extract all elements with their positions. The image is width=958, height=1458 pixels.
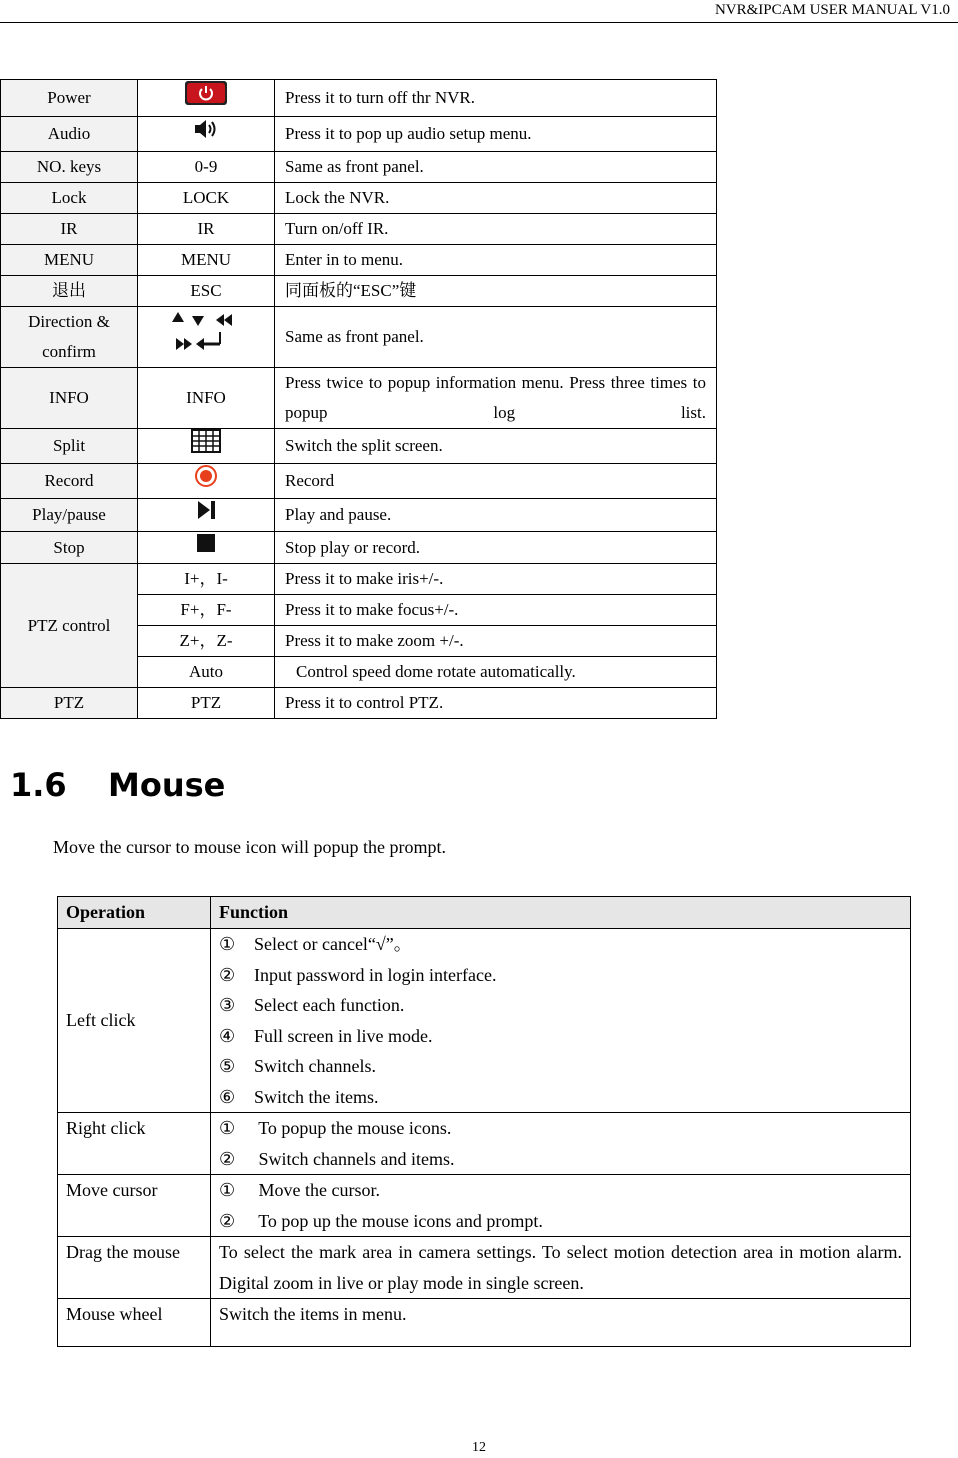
key-label: INFO	[138, 368, 275, 429]
remote-control-table	[0, 79, 717, 719]
list-item	[219, 1051, 902, 1082]
key-name: Play/pause	[1, 499, 138, 532]
table-row	[58, 1237, 911, 1299]
list-text: Select or cancel“√”。	[254, 934, 412, 954]
key-name: MENU	[1, 245, 138, 276]
key-label: PTZ	[138, 688, 275, 719]
table-row	[1, 117, 717, 152]
table-row	[1, 183, 717, 214]
list-item	[219, 929, 902, 960]
table-row	[1, 368, 717, 429]
header-divider	[0, 22, 958, 23]
list-text: Switch the items.	[254, 1086, 379, 1107]
key-description: Enter in to menu.	[275, 245, 717, 276]
list-item	[219, 1175, 902, 1206]
direction-keys-icon	[168, 308, 244, 366]
list-marker: ①	[219, 1118, 236, 1138]
key-description: Press it to pop up audio setup menu.	[275, 117, 717, 152]
table-row	[1, 564, 717, 595]
section-number: 1.6	[10, 766, 67, 804]
table-row	[58, 1175, 911, 1237]
table-row	[1, 245, 717, 276]
grid-icon	[191, 429, 221, 463]
key-label: IR	[138, 214, 275, 245]
function-cell: To select the mark area in camera settings. To select motion detection area in motion alarm. Digital zoom in live or play mode in single screen.	[211, 1237, 911, 1299]
key-description: Control speed dome rotate automatically.	[275, 657, 717, 688]
key-label: Z+，Z-	[138, 626, 275, 657]
list-text: Switch channels and items.	[258, 1148, 455, 1169]
operation-name: Right click	[58, 1113, 211, 1175]
key-name: INFO	[1, 368, 138, 429]
list-item	[219, 1113, 902, 1144]
key-description: Switch the split screen.	[275, 429, 717, 464]
list-item	[219, 1206, 902, 1237]
key-description: Press it to turn off thr NVR.	[275, 80, 717, 117]
list-text: Full screen in live mode.	[254, 1025, 433, 1046]
key-icon-cell	[138, 307, 275, 368]
function-cell	[211, 929, 911, 1113]
table-header-row	[58, 897, 911, 929]
list-text: Move the cursor.	[258, 1180, 380, 1200]
table-row	[1, 80, 717, 117]
column-header: Function	[211, 897, 911, 929]
key-label: F+，F-	[138, 595, 275, 626]
key-name: Power	[1, 80, 138, 117]
operation-name: Mouse wheel	[58, 1299, 211, 1347]
key-description: Press twice to popup information menu. Press three times to popup log list.	[275, 368, 717, 429]
list-text: Select each function.	[254, 995, 405, 1015]
list-item	[219, 1144, 902, 1175]
key-name: PTZ control	[1, 564, 138, 688]
table-row	[1, 152, 717, 183]
list-marker: ③	[219, 995, 236, 1015]
key-description: Stop play or record.	[275, 532, 717, 564]
mouse-operations-table	[57, 896, 911, 1347]
list-marker: ④	[219, 1025, 236, 1046]
key-label: 0-9	[138, 152, 275, 183]
table-row	[1, 307, 717, 368]
key-description: Press it to make iris+/-.	[275, 564, 717, 595]
key-label: Auto	[138, 657, 275, 688]
operation-name: Drag the mouse	[58, 1237, 211, 1299]
list-marker: ⑤	[219, 1056, 236, 1076]
key-icon-cell	[138, 80, 275, 117]
list-text: Input password in login interface.	[254, 964, 497, 985]
key-icon-cell	[138, 499, 275, 532]
key-description: Same as front panel.	[275, 152, 717, 183]
key-description: Press it to make zoom +/-.	[275, 626, 717, 657]
function-cell: Switch the items in menu.	[211, 1299, 911, 1347]
list-item	[219, 1082, 902, 1113]
page-header: NVR&IPCAM USER MANUAL V1.0	[714, 2, 950, 18]
key-name: PTZ	[1, 688, 138, 719]
section-heading	[10, 766, 225, 804]
list-marker: ⑥	[219, 1086, 236, 1107]
key-name: 退出	[1, 276, 138, 307]
list-marker: ②	[219, 964, 236, 985]
list-text: Switch channels.	[254, 1056, 376, 1076]
key-name: Record	[1, 464, 138, 499]
function-cell	[211, 1113, 911, 1175]
table-row	[1, 688, 717, 719]
key-description: Press it to make focus+/-.	[275, 595, 717, 626]
list-marker: ①	[219, 1180, 236, 1200]
key-name: Split	[1, 429, 138, 464]
key-icon-cell	[138, 429, 275, 464]
list-item	[219, 1021, 902, 1052]
table-row	[1, 429, 717, 464]
key-label: MENU	[138, 245, 275, 276]
list-marker: ②	[219, 1148, 236, 1169]
list-text: To pop up the mouse icons and prompt.	[258, 1210, 543, 1231]
key-label: LOCK	[138, 183, 275, 214]
operation-name: Left click	[58, 929, 211, 1113]
key-description: Press it to control PTZ.	[275, 688, 717, 719]
list-marker: ①	[219, 934, 236, 954]
table-row	[1, 276, 717, 307]
list-marker: ②	[219, 1210, 236, 1231]
key-label: I+，I-	[138, 564, 275, 595]
key-description: Turn on/off IR.	[275, 214, 717, 245]
record-icon	[194, 464, 218, 498]
table-row	[58, 1113, 911, 1175]
table-row	[58, 929, 911, 1113]
key-name: Audio	[1, 117, 138, 152]
table-row	[1, 464, 717, 499]
table-row	[58, 1299, 911, 1347]
operation-name: Move cursor	[58, 1175, 211, 1237]
key-name: Stop	[1, 532, 138, 564]
key-description: Record	[275, 464, 717, 499]
key-icon-cell	[138, 532, 275, 564]
key-description: Lock the NVR.	[275, 183, 717, 214]
key-name: Lock	[1, 183, 138, 214]
list-item	[219, 960, 902, 991]
key-icon-cell	[138, 464, 275, 499]
key-name: Direction & confirm	[1, 307, 138, 368]
key-description: 同面板的“ESC”键	[275, 276, 717, 307]
power-button-icon	[184, 80, 228, 116]
speaker-icon	[193, 117, 219, 151]
key-label: ESC	[138, 276, 275, 307]
play-pause-icon	[195, 499, 217, 531]
key-description: Same as front panel.	[275, 307, 717, 368]
stop-icon	[196, 533, 216, 563]
key-icon-cell	[138, 117, 275, 152]
table-row	[1, 532, 717, 564]
table-row	[1, 214, 717, 245]
key-name: NO. keys	[1, 152, 138, 183]
key-description: Play and pause.	[275, 499, 717, 532]
table-row	[1, 499, 717, 532]
list-item	[219, 990, 902, 1021]
function-cell	[211, 1175, 911, 1237]
column-header: Operation	[58, 897, 211, 929]
section-title: Mouse	[108, 766, 226, 804]
list-text: To popup the mouse icons.	[258, 1118, 452, 1138]
key-name: IR	[1, 214, 138, 245]
page-number: 12	[472, 1440, 486, 1455]
section-intro: Move the cursor to mouse icon will popup the prompt.	[53, 837, 446, 857]
